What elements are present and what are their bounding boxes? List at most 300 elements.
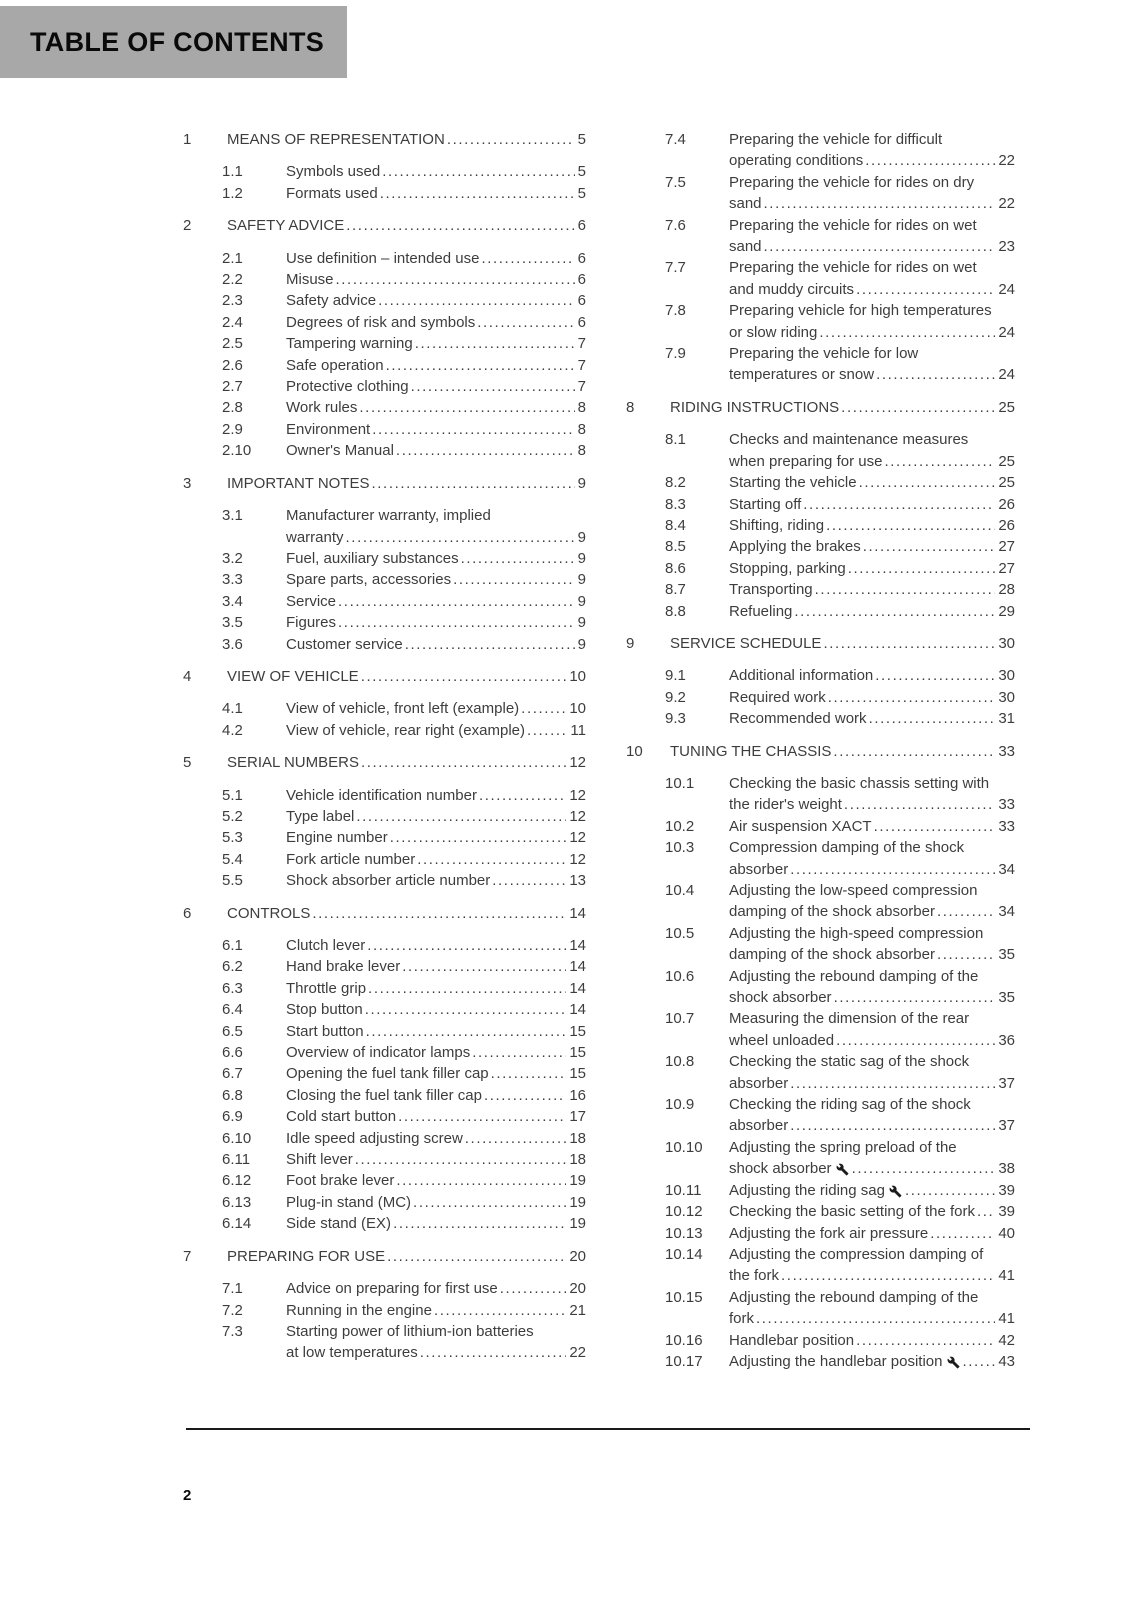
section-title: VIEW OF VEHICLE <box>227 667 359 685</box>
toc-entry <box>626 1051 1015 1094</box>
entry-number: 2.10 <box>222 442 252 460</box>
toc-entry <box>626 579 1015 600</box>
toc-entry <box>626 601 1015 622</box>
entry-number: 10.5 <box>665 924 695 942</box>
toc-section <box>183 903 586 1235</box>
entry-title: Adjusting the low-speed compression <box>729 882 978 899</box>
page-ref: 34 <box>998 903 1015 921</box>
page-ref: 14 <box>569 979 586 997</box>
entry-title: Opening the fuel tank filler cap <box>286 1065 489 1083</box>
page-ref: 10 <box>569 700 586 718</box>
entry-title: Checks and maintenance measures <box>729 431 969 449</box>
entry-title: Checking the riding sag of the shock <box>729 1096 971 1114</box>
toc-entry <box>626 1330 1015 1351</box>
page-ref: 6 <box>577 217 586 235</box>
dot-leader <box>479 785 566 806</box>
entry-number: 7.1 <box>222 1280 243 1298</box>
page-ref: 19 <box>569 1215 586 1233</box>
entry-title: Preparing vehicle for high temperatures <box>729 302 992 320</box>
page-ref: 42 <box>998 1331 1015 1349</box>
dot-leader <box>393 1213 566 1234</box>
toc-entry <box>183 1042 586 1063</box>
toc-entry <box>183 269 586 290</box>
page-ref: 38 <box>998 1160 1015 1178</box>
entry-title: Preparing the vehicle for low <box>729 345 919 363</box>
dot-leader <box>874 816 996 837</box>
toc-entry <box>183 1128 586 1149</box>
dot-leader <box>790 1115 995 1136</box>
entry-title: Checking the static sag of the shock <box>729 1053 970 1071</box>
toc-section <box>183 1246 586 1364</box>
page-ref: 22 <box>998 152 1015 170</box>
entry-title: Starting off <box>729 495 802 513</box>
toc-entry <box>183 1278 586 1299</box>
page-ref: 25 <box>998 398 1015 416</box>
toc-entry <box>183 548 586 569</box>
page-ref: 25 <box>998 452 1015 470</box>
page-ref: 23 <box>998 238 1015 256</box>
page-ref: 19 <box>569 1172 586 1190</box>
entry-title: Required work <box>729 688 826 706</box>
dot-leader <box>472 1042 566 1063</box>
dot-leader <box>434 1300 566 1321</box>
dot-leader <box>484 1085 566 1106</box>
dot-leader <box>856 1330 995 1351</box>
page-header <box>0 6 347 78</box>
entry-number: 10.16 <box>665 1331 703 1349</box>
dot-leader <box>417 849 566 870</box>
toc-section-heading <box>183 215 586 236</box>
dot-leader <box>859 472 996 493</box>
dot-leader <box>856 279 995 300</box>
dot-leader <box>346 215 574 236</box>
entry-number: 10.11 <box>665 1181 702 1199</box>
entry-number: 5.4 <box>222 850 243 868</box>
entry-title: absorber <box>729 1074 789 1092</box>
toc-entry <box>183 1021 586 1042</box>
dot-leader <box>387 1246 566 1267</box>
toc-entry <box>183 355 586 376</box>
entry-number: 4.2 <box>222 721 243 739</box>
entry-title: Additional information <box>729 667 874 685</box>
entry-title: Adjusting the high-speed compression <box>729 924 984 942</box>
dot-leader <box>963 1351 996 1372</box>
entry-number: 9.2 <box>665 688 686 706</box>
section-number: 9 <box>626 634 635 652</box>
entry-number: 6.12 <box>222 1172 252 1190</box>
toc-entry <box>183 161 586 182</box>
entry-title: Adjusting the spring preload of the <box>729 1138 957 1156</box>
toc-entry <box>626 515 1015 536</box>
entry-number: 3.3 <box>222 571 243 589</box>
page-ref: 6 <box>577 249 586 267</box>
entry-title: absorber <box>729 1117 789 1135</box>
toc-entry <box>626 343 1015 386</box>
toc-entry <box>183 935 586 956</box>
dot-leader <box>905 1180 995 1201</box>
entry-title: Engine number <box>286 829 388 847</box>
dot-leader <box>527 720 567 741</box>
page-ref: 12 <box>569 829 586 847</box>
entry-title: Starting power of lithium-ion batteries <box>286 1322 534 1340</box>
entry-title: Fork article number <box>286 850 416 868</box>
entry-number: 6.4 <box>222 1001 243 1019</box>
entry-title: shock absorber <box>729 1160 832 1178</box>
page-ref: 22 <box>998 195 1015 213</box>
section-number: 3 <box>183 474 192 492</box>
entry-title: shock absorber <box>729 989 832 1007</box>
dot-leader <box>937 901 995 922</box>
toc-entry <box>626 1008 1015 1051</box>
page-ref: 12 <box>569 786 586 804</box>
toc-entry <box>183 333 586 354</box>
toc-entry <box>183 870 586 891</box>
section-title: SERIAL NUMBERS <box>227 754 359 772</box>
page-ref: 35 <box>998 946 1015 964</box>
page-ref: 20 <box>569 1247 586 1265</box>
toc-section-heading <box>183 129 586 150</box>
toc-entry <box>183 806 586 827</box>
page-ref: 33 <box>998 742 1015 760</box>
toc-entry <box>626 1287 1015 1330</box>
entry-number: 6.9 <box>222 1108 243 1126</box>
page-ref: 37 <box>998 1117 1015 1135</box>
toc-entry <box>626 1351 1015 1372</box>
page-ref: 15 <box>569 1044 586 1062</box>
entry-title: Vehicle identification number <box>286 786 477 804</box>
entry-number: 1.1 <box>222 163 243 181</box>
entry-title: Owner's Manual <box>286 442 394 460</box>
dot-leader <box>790 1073 995 1094</box>
toc-entry <box>626 837 1015 880</box>
entry-title: temperatures or snow <box>729 366 875 384</box>
entry-number: 7.5 <box>665 173 686 191</box>
page-ref: 27 <box>998 559 1015 577</box>
toc-entry <box>183 569 586 590</box>
entry-title: warranty <box>286 528 344 546</box>
section-title: SERVICE SCHEDULE <box>670 634 822 652</box>
entry-title: View of vehicle, front left (example) <box>286 700 520 718</box>
dot-leader <box>937 944 995 965</box>
page-ref: 8 <box>577 442 586 460</box>
entry-number: 10.4 <box>665 882 695 899</box>
toc-entry <box>183 849 586 870</box>
page-ref: 20 <box>569 1280 586 1298</box>
toc-section <box>626 741 1015 1373</box>
toc-entry <box>626 494 1015 515</box>
dot-leader <box>386 355 575 376</box>
entry-number: 10.8 <box>665 1053 695 1071</box>
entry-number: 10.14 <box>665 1245 703 1263</box>
wrench-icon <box>836 1163 850 1176</box>
entry-number: 6.6 <box>222 1044 243 1062</box>
entry-title: Recommended work <box>729 710 867 728</box>
dot-leader <box>396 440 575 461</box>
section-number: 1 <box>183 131 192 148</box>
entry-number: 6.5 <box>222 1022 243 1040</box>
toc-entry <box>626 472 1015 493</box>
dot-leader <box>875 665 995 686</box>
entry-title: Advice on preparing for first use <box>286 1280 498 1298</box>
page-ref: 39 <box>998 1203 1015 1221</box>
dot-leader <box>346 527 575 548</box>
page-ref: 6 <box>577 292 586 310</box>
dot-leader <box>852 1158 996 1179</box>
toc-entry <box>183 376 586 397</box>
entry-title: Side stand (EX) <box>286 1215 392 1233</box>
page-ref: 30 <box>998 634 1015 652</box>
entry-number: 7.2 <box>222 1301 243 1319</box>
entry-number: 7.9 <box>665 345 686 363</box>
dot-leader <box>869 708 996 729</box>
page-ref: 33 <box>998 796 1015 814</box>
page-ref: 5 <box>577 163 586 181</box>
entry-title: Protective clothing <box>286 378 409 396</box>
dot-leader <box>884 451 995 472</box>
page-ref: 43 <box>998 1352 1015 1370</box>
entry-number: 6.14 <box>222 1215 252 1233</box>
toc-entry <box>626 558 1015 579</box>
toc-column-right <box>626 129 1015 1372</box>
dot-leader <box>396 1170 566 1191</box>
toc-entry <box>183 785 586 806</box>
page-ref: 9 <box>577 592 586 610</box>
toc-entry <box>626 1201 1015 1222</box>
entry-title: Adjusting the riding sag <box>729 1181 885 1199</box>
page-ref: 35 <box>998 989 1015 1007</box>
toc-entry <box>183 397 586 418</box>
entry-title: Applying the brakes <box>729 538 861 556</box>
entry-title: and muddy circuits <box>729 280 855 298</box>
toc-section <box>183 129 586 204</box>
toc-entry <box>626 773 1015 816</box>
entry-number: 6.11 <box>222 1151 251 1169</box>
entry-number: 2.2 <box>222 271 243 289</box>
section-number: 5 <box>183 754 192 772</box>
page-ref: 30 <box>998 667 1015 685</box>
dot-leader <box>828 687 996 708</box>
entry-title: Figures <box>286 614 337 632</box>
dot-leader <box>844 794 995 815</box>
toc-column-left <box>183 129 586 1364</box>
entry-title: at low temperatures <box>286 1344 418 1362</box>
footer-divider <box>186 1428 1030 1430</box>
toc-entry <box>183 634 586 655</box>
entry-title: the rider's weight <box>729 796 842 814</box>
entry-number: 8.7 <box>665 581 686 599</box>
dot-leader <box>336 269 575 290</box>
entry-number: 2.9 <box>222 420 243 438</box>
entry-title: Stopping, parking <box>729 559 846 577</box>
entry-number: 5.2 <box>222 807 243 825</box>
dot-leader <box>481 248 574 269</box>
dot-leader <box>361 752 566 773</box>
wrench-icon <box>947 1356 961 1369</box>
page-ref: 40 <box>998 1224 1015 1242</box>
entry-number: 10.12 <box>665 1203 703 1221</box>
toc-section-heading <box>183 752 586 773</box>
dot-leader <box>836 1030 995 1051</box>
entry-number: 10.15 <box>665 1288 703 1306</box>
toc-entry <box>626 1223 1015 1244</box>
page-ref: 10 <box>569 667 586 685</box>
page-ref: 13 <box>569 872 586 890</box>
toc-entry <box>183 698 586 719</box>
page-ref: 14 <box>569 1001 586 1019</box>
toc-section <box>183 473 586 655</box>
dot-leader <box>372 419 574 440</box>
dot-leader <box>312 903 566 924</box>
dot-leader <box>819 322 995 343</box>
toc-entry <box>183 956 586 977</box>
entry-title: Manufacturer warranty, implied <box>286 507 491 525</box>
dot-leader <box>815 579 996 600</box>
entry-number: 3.4 <box>222 592 243 610</box>
section-title: RIDING INSTRUCTIONS <box>670 398 840 416</box>
entry-title: Start button <box>286 1022 364 1040</box>
toc-section <box>183 215 586 461</box>
entry-title: Cold start button <box>286 1108 397 1126</box>
dot-leader <box>380 183 575 204</box>
page-ref: 26 <box>998 495 1015 513</box>
entry-number: 2.6 <box>222 356 243 374</box>
dot-leader <box>413 1192 566 1213</box>
page-ref: 28 <box>998 581 1015 599</box>
entry-number: 2.5 <box>222 335 243 353</box>
page-ref: 27 <box>998 538 1015 556</box>
dot-leader <box>415 333 575 354</box>
dot-leader <box>834 987 996 1008</box>
dot-leader <box>465 1128 567 1149</box>
page-ref: 22 <box>569 1344 586 1362</box>
entry-title: Refueling <box>729 602 793 620</box>
dot-leader <box>368 978 566 999</box>
entry-title: Stop button <box>286 1001 363 1019</box>
entry-number: 6.10 <box>222 1129 252 1147</box>
dot-leader <box>826 515 995 536</box>
entry-title: Shock absorber article number <box>286 872 491 890</box>
section-number: 8 <box>626 398 635 416</box>
dot-leader <box>492 870 566 891</box>
entry-number: 7.3 <box>222 1322 243 1340</box>
toc-section <box>626 129 1015 386</box>
dot-leader <box>405 634 575 655</box>
page-ref: 24 <box>998 280 1015 298</box>
page-ref: 18 <box>569 1129 586 1147</box>
entry-number: 2.7 <box>222 378 243 396</box>
entry-title: Tampering warning <box>286 335 413 353</box>
toc-entry <box>626 215 1015 258</box>
page-ref: 12 <box>569 807 586 825</box>
toc-section-heading <box>626 741 1015 762</box>
dot-leader <box>764 236 996 257</box>
entry-title: absorber <box>729 860 789 878</box>
toc-entry <box>183 999 586 1020</box>
entry-title: View of vehicle, rear right (example) <box>286 721 525 739</box>
section-title: TUNING THE CHASSIS <box>670 742 832 760</box>
entry-title: Transporting <box>729 581 813 599</box>
page-ref: 31 <box>998 710 1015 728</box>
entry-title: Shift lever <box>286 1151 353 1169</box>
toc-entry <box>183 440 586 461</box>
entry-title: Throttle grip <box>286 979 367 997</box>
entry-title: fork <box>729 1310 755 1328</box>
page-ref: 24 <box>998 366 1015 384</box>
page-ref: 19 <box>569 1193 586 1211</box>
page-ref: 37 <box>998 1074 1015 1092</box>
footer-page-number: 2 <box>183 1487 192 1504</box>
section-title: SAFETY ADVICE <box>227 217 345 235</box>
page-ref: 15 <box>569 1065 586 1083</box>
dot-leader <box>390 827 567 848</box>
entry-number: 10.2 <box>665 817 695 835</box>
entry-number: 10.6 <box>665 967 695 985</box>
entry-title: Adjusting the rebound damping of the <box>729 967 979 985</box>
entry-title: Foot brake lever <box>286 1172 395 1190</box>
page-ref: 7 <box>577 356 586 374</box>
page-ref: 41 <box>998 1310 1015 1328</box>
entry-title: Preparing the vehicle for rides on dry <box>729 173 975 191</box>
page-ref: 39 <box>998 1181 1015 1199</box>
dot-leader <box>521 698 566 719</box>
toc-entry <box>626 300 1015 343</box>
wrench-icon <box>889 1185 903 1198</box>
dot-leader <box>500 1278 567 1299</box>
entry-title: Safety advice <box>286 292 377 310</box>
toc-entry <box>183 1300 586 1321</box>
page-ref: 25 <box>998 474 1015 492</box>
dot-leader <box>355 1149 567 1170</box>
dot-leader <box>803 494 995 515</box>
dot-leader <box>756 1308 995 1329</box>
entry-number: 3.5 <box>222 614 243 632</box>
entry-title: Safe operation <box>286 356 384 374</box>
page-ref: 11 <box>570 721 586 739</box>
page-ref: 18 <box>569 1151 586 1169</box>
entry-title: Formats used <box>286 184 378 202</box>
section-number: 4 <box>183 667 192 685</box>
section-title: MEANS OF REPRESENTATION <box>227 131 445 148</box>
page-ref: 7 <box>577 335 586 353</box>
dot-leader <box>372 473 575 494</box>
entry-title: Starting the vehicle <box>729 474 857 492</box>
dot-leader <box>382 161 574 182</box>
entry-number: 10.7 <box>665 1010 695 1028</box>
entry-number: 10.13 <box>665 1224 703 1242</box>
dot-leader <box>367 935 566 956</box>
entry-title: Measuring the dimension of the rear <box>729 1010 970 1028</box>
toc-section-heading <box>626 397 1015 418</box>
entry-title: Adjusting the compression damping of <box>729 1245 984 1263</box>
entry-title: Symbols used <box>286 163 381 181</box>
dot-leader <box>781 1265 995 1286</box>
entry-title: wheel unloaded <box>729 1031 835 1049</box>
page-ref: 30 <box>998 688 1015 706</box>
dot-leader <box>447 129 575 150</box>
toc-section-heading <box>626 633 1015 654</box>
entry-number: 10.1 <box>665 774 695 792</box>
toc-section <box>626 397 1015 622</box>
toc-entry <box>626 1244 1015 1287</box>
entry-number: 6.7 <box>222 1065 243 1083</box>
dot-leader <box>863 536 996 557</box>
entry-title: Handlebar position <box>729 1331 855 1349</box>
toc-entry <box>626 172 1015 215</box>
entry-title: Checking the basic chassis setting with <box>729 774 990 792</box>
entry-number: 8.8 <box>665 602 686 620</box>
dot-leader <box>865 150 995 171</box>
entry-number: 3.6 <box>222 635 243 653</box>
